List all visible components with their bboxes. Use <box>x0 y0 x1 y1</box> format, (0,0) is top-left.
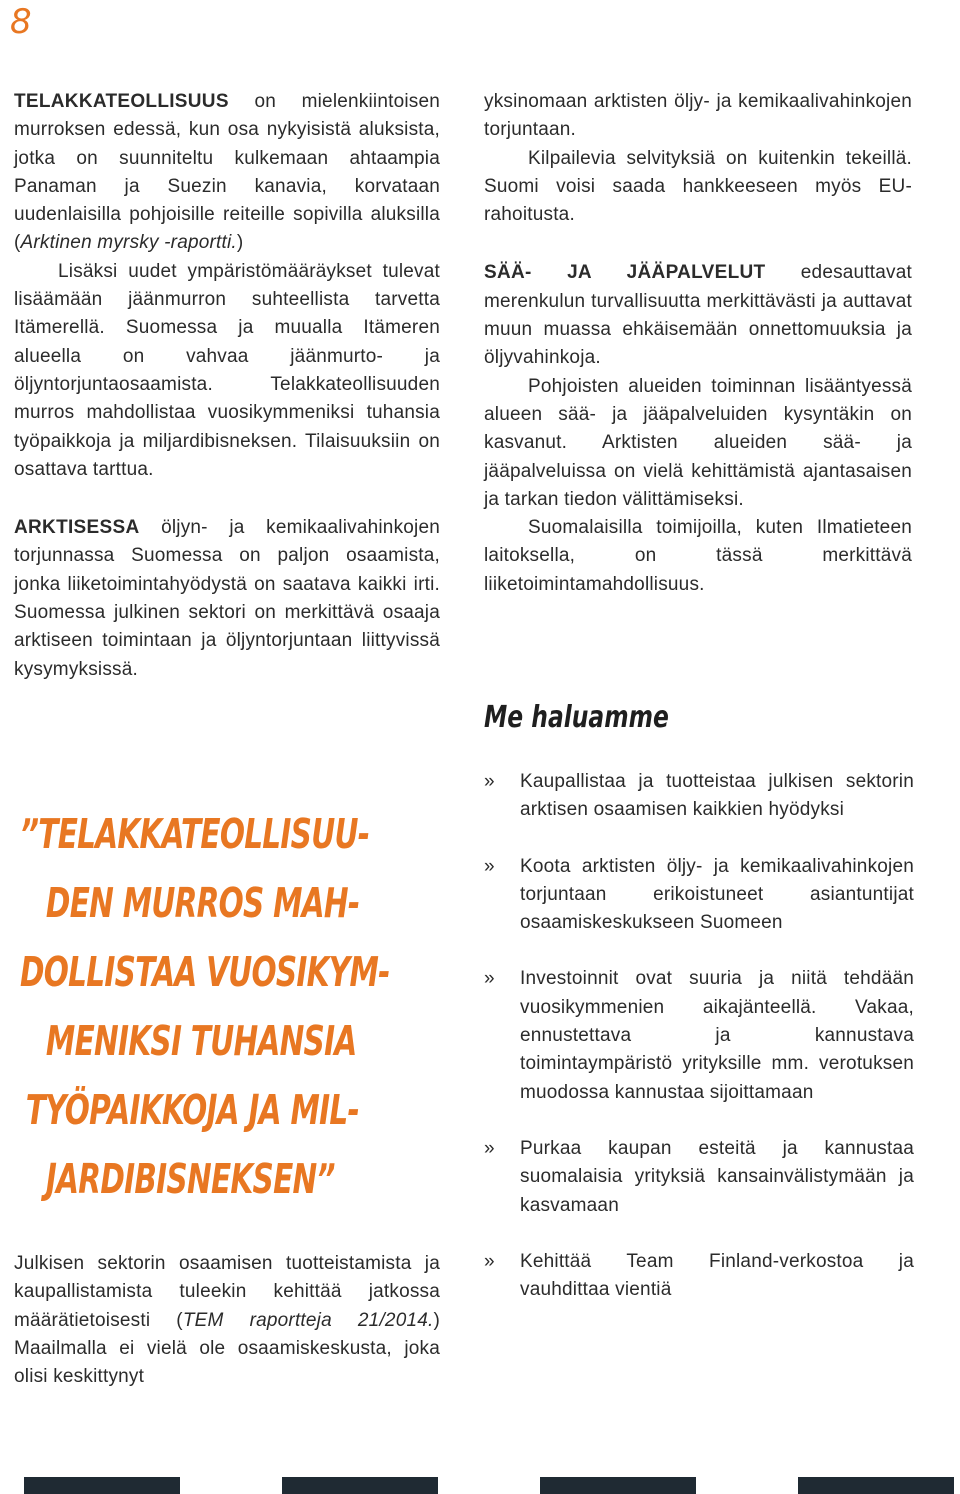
paragraph-competition: Kilpailevia selvityksiä on kuitenkin tekeillä. Suomi voisi saada hankkeeseen myös EU-rahoitusta. <box>484 147 912 226</box>
paragraph-continuation: yksinomaan arktisten öljy- ja kemikaalivahinkojen torjuntaan. <box>484 91 912 141</box>
list-item-text: Kehittää Team Finland-verkostoa ja vauhdittaa vientiä <box>520 1250 914 1301</box>
section-heading-goals: Me haluamme <box>484 700 669 735</box>
paragraph-arctic <box>14 514 440 684</box>
list-item <box>484 965 914 1106</box>
bullet-marker: » <box>484 771 495 792</box>
left-column-continued <box>14 1250 440 1391</box>
list-item <box>484 768 914 825</box>
quote-line: DEN MURROS MAH- <box>45 879 360 927</box>
footer-bar <box>282 1477 438 1494</box>
goals-list <box>484 768 914 1332</box>
quote-line: TYÖPAIKKOJA JA MIL- <box>25 1086 359 1134</box>
list-item <box>484 1135 914 1220</box>
pull-quote <box>20 800 390 1214</box>
bullet-marker: » <box>484 1137 495 1159</box>
footer-bar <box>24 1477 180 1494</box>
paragraph-text: Julkisen sektorin osaamisen tuotteistamista ja kaupallistamista tuleekin kehittää jatkossa määrätietoisesti ( <box>14 1253 440 1331</box>
paragraph-text: ) Maailmalla ei vielä ole osaamiskeskusta, joka olisi keskittynyt <box>14 1309 441 1388</box>
left-column <box>14 88 440 684</box>
quote-line: JARDIBISNEKSEN” <box>45 1155 335 1203</box>
paragraph-regulations: Lisäksi uudet ympäristömääräykset tulevat lisäämään jäänmurron suhteellista tarvetta Itämerellä. Suomessa ja muualla Itämeren alueella on vahvaa jäänmurto- ja öljyntorjuntaosaamista. Telakkateollisuuden murros mahdollistaa vuosikymmeniksi tuhansia työpaikkoja ja miljardibisneksen. Tilaisuuksiin on osattava tarttua. <box>14 260 440 480</box>
paragraph-text: edesauttavat merenkulun turvallisuutta merkittävästi ja auttavat muun muassa ehkäisemään onnettomuuksia ja öljyvahinkoja. <box>484 262 912 369</box>
paragraph-shipbuilding <box>14 88 440 258</box>
list-item-text: Investoinnit ovat suuria ja niitä tehdään vuosikymmenien aikajänteellä. Vakaa, ennustettava ja kannustava toimintaympäristö yrityksille mm. verotuksen muodossa kannustaa sijoittamaan <box>520 968 914 1103</box>
paragraph-text: öljyn- ja kemikaalivahinkojen torjunnassa Suomessa on paljon osaamista, jonka liiketoimintahyödystä on saatava kaikki irti. Suomessa julkinen sektori on merkittävä osaaja arktiseen toimintaan ja öljyntorjuntaan liittyvissä kysymyksissä. <box>14 517 440 680</box>
paragraph-demand: Pohjoisten alueiden toiminnan lisääntyessä alueen sää- ja jääpalveluiden kysyntäkin on kasvanut. Arktisten alueiden sää- ja jääpalveluissa on vielä kehittämistä ajantasaisen ja tarkan tiedon välittämiseksi. <box>484 375 912 510</box>
paragraph-text: ) <box>236 232 244 254</box>
report-reference: TEM raportteja 21/2014. <box>182 1309 434 1331</box>
bullet-marker: » <box>484 855 495 877</box>
paragraph-weather-services <box>484 259 912 372</box>
list-item <box>484 1248 914 1305</box>
bullet-marker: » <box>484 968 495 990</box>
footer-bar <box>540 1477 696 1494</box>
right-column <box>484 88 912 599</box>
report-reference: Arktinen myrsky -raportti. <box>20 232 237 254</box>
footer-bar <box>798 1477 954 1494</box>
list-item-text: Purkaa kaupan esteitä ja kannustaa suomalaisia yrityksiä kansainvälistymään ja kasvamaan <box>520 1137 914 1216</box>
list-item <box>484 853 914 938</box>
paragraph-text: on mielenkiintoisen murroksen edessä, kun osa nykyisistä aluksista, jotka on suunniteltu kulkemaan ahtaampia Panaman ja Suezin kanavia, korvataan uudenlaisilla pohjoisille reiteille sopivilla aluksilla ( <box>14 91 440 254</box>
quote-line: MENIKSI TUHANSIA <box>45 1017 357 1065</box>
bullet-marker: » <box>484 1250 495 1272</box>
paragraph-lead: ARKTISESSA <box>14 517 140 539</box>
paragraph-public-sector <box>14 1250 440 1391</box>
paragraph-opportunity: Suomalaisilla toimijoilla, kuten Ilmatieteen laitoksella, on tässä merkittävä liiketoimintamahdollisuus. <box>484 517 912 595</box>
paragraph-lead: SÄÄ- JA JÄÄPALVELUT <box>484 262 766 284</box>
page-number: 8 <box>10 2 32 42</box>
paragraph-lead: TELAKKATEOLLISUUS <box>14 91 229 112</box>
quote-line: DOLLISTAA VUOSIKYM- <box>20 948 390 996</box>
list-item-text: Koota arktisten öljy- ja kemikaalivahinkojen torjuntaan erikoistuneet asiantuntijat osaamiskeskukseen Suomeen <box>520 855 914 934</box>
list-item-text: Kaupallistaa ja tuotteistaa julkisen sektorin arktisen osaamisen kaikkien hyödyksi <box>520 771 914 821</box>
quote-line: ”TELAKKATEOLLISUU- <box>20 810 370 858</box>
